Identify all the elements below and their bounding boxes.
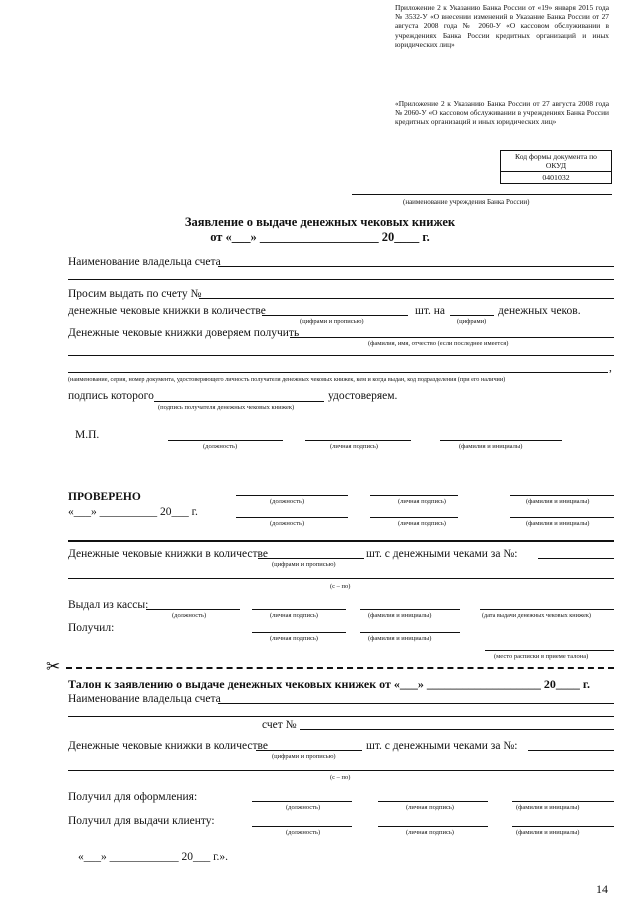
issue-date-line[interactable]: [480, 609, 614, 610]
checked-position-line-2[interactable]: [236, 517, 348, 518]
processing-signature-line[interactable]: [378, 801, 488, 802]
processing-caption-signature: (личная подпись): [406, 804, 454, 811]
document-comma: ,: [609, 362, 612, 374]
checked-signature-line-2[interactable]: [370, 517, 458, 518]
received-processing-label: Получил для оформления:: [68, 791, 198, 803]
cheques-label: денежных чеков.: [498, 305, 581, 317]
books-label: денежные чековые книжки в количестве: [68, 305, 266, 317]
cashier-label: Выдал из кассы:: [68, 599, 149, 611]
client-signature-line[interactable]: [378, 826, 488, 827]
caption-digits: (цифрами): [457, 318, 487, 325]
institution-line: [352, 194, 612, 195]
checked-caption-position-2: (должность): [270, 520, 305, 527]
document-line[interactable]: [68, 372, 608, 373]
issuance-pcs-with: шт. с денежными чеками за №:: [366, 548, 518, 560]
coupon-owner-label: Наименование владельца счета: [68, 693, 221, 705]
client-caption-signature: (личная подпись): [406, 829, 454, 836]
cut-line: [66, 667, 614, 669]
coupon-count-line[interactable]: [256, 750, 362, 751]
coupon-date: «___» ____________ 20___ г.».: [78, 851, 229, 863]
checked-position-line-1[interactable]: [236, 495, 348, 496]
stamp-place-label: М.П.: [75, 429, 100, 441]
client-caption-position: (должность): [286, 829, 321, 836]
owner-line-1[interactable]: [218, 266, 614, 267]
checked-caption-signature-1: (личная подпись): [398, 498, 446, 505]
cashier-signature-line[interactable]: [252, 609, 346, 610]
issuance-count-line[interactable]: [258, 558, 364, 559]
received-caption-name: (фамилия и инициалы): [368, 635, 432, 642]
cashier-name-line[interactable]: [360, 609, 460, 610]
processing-name-line[interactable]: [512, 801, 614, 802]
section-divider: [68, 540, 614, 542]
processing-position-line[interactable]: [252, 801, 352, 802]
processing-caption-position: (должность): [286, 804, 321, 811]
caption-document: (наименование, серия, номер документа, удостоверяющего личность получателя денежных чековых книжек, кем и когда выдан, код подразделения (при его наличии): [68, 376, 506, 383]
issuance-books-label: Денежные чековые книжки в количестве: [68, 548, 268, 560]
caption-position: (должность): [203, 443, 238, 450]
mp-name-line[interactable]: [440, 440, 562, 441]
cashier-position-line[interactable]: [146, 609, 240, 610]
coupon-account-label: счет №: [262, 719, 297, 731]
checked-date: «___» __________ 20___ г.: [68, 506, 198, 518]
coupon-numbers-line-2[interactable]: [68, 770, 614, 771]
cheques-count-line[interactable]: [450, 315, 494, 316]
coupon-books-label: Денежные чековые книжки в количестве: [68, 740, 268, 752]
received-client-label: Получил для выдачи клиенту:: [68, 815, 215, 827]
received-label: Получил:: [68, 622, 115, 634]
received-caption-signature: (личная подпись): [270, 635, 318, 642]
coupon-owner-line[interactable]: [218, 703, 614, 704]
checked-caption-name-2: (фамилия и инициалы): [526, 520, 590, 527]
issue-label: Просим выдать по счету №: [68, 288, 202, 300]
caption-amount: (цифрами и прописью): [300, 318, 364, 325]
checked-caption-signature-2: (личная подпись): [398, 520, 446, 527]
appendix-original-text: «Приложение 2 к Указанию Банка России от 27 августа 2008 года № 2060-У «О кассовом обслуживании в учреждениях Банка России кредитных организаций и иных юридических лиц»: [395, 99, 609, 127]
client-position-line[interactable]: [252, 826, 352, 827]
caption-name: (фамилия и инициалы): [459, 443, 523, 450]
coupon-numbers-line-1[interactable]: [528, 750, 614, 751]
checked-name-line-1[interactable]: [510, 495, 614, 496]
receipt-place-line[interactable]: [485, 650, 614, 651]
mp-signature-line[interactable]: [305, 440, 411, 441]
checked-signature-line-1[interactable]: [370, 495, 458, 496]
coupon-caption-amount: (цифрами и прописью): [272, 753, 336, 760]
cashier-caption-signature: (личная подпись): [270, 612, 318, 619]
okud-label: Код формы документа по ОКУД: [515, 152, 597, 170]
checked-name-line-2[interactable]: [510, 517, 614, 518]
issuance-caption-amount: (цифрами и прописью): [272, 561, 336, 568]
caption-recipient-signature: (подпись получателя денежных чековых книжек): [158, 404, 295, 411]
processing-caption-name: (фамилия и инициалы): [516, 804, 580, 811]
trust-name-line[interactable]: [290, 337, 614, 338]
issuance-numbers-line-1[interactable]: [538, 558, 614, 559]
trust-extra-line[interactable]: [68, 355, 614, 356]
cashier-caption-position: (должность): [172, 612, 207, 619]
coupon-account-line[interactable]: [300, 729, 614, 730]
caption-issue-date: (дата выдачи денежных чековых книжек): [482, 612, 591, 619]
checked-caption-position-1: (должность): [270, 498, 305, 505]
certify-label: удостоверяем.: [328, 390, 398, 402]
checked-caption-name-1: (фамилия и инициалы): [526, 498, 590, 505]
account-line[interactable]: [199, 298, 614, 299]
received-name-line[interactable]: [360, 632, 460, 633]
title-date: от «___» ___________________ 20____ г.: [210, 230, 430, 244]
caption-receipt-place: (место расписки в приеме талона): [494, 653, 589, 660]
pcs-on-label: шт. на: [415, 305, 446, 317]
recipient-signature-line[interactable]: [154, 401, 324, 402]
coupon-owner-line-2[interactable]: [68, 716, 614, 717]
okud-box: [500, 150, 612, 184]
issuance-caption-range: (с – по): [330, 583, 351, 590]
coupon-pcs-with: шт. с денежными чеками за №:: [366, 740, 518, 752]
received-signature-line[interactable]: [252, 632, 346, 633]
coupon-caption-range: (с – по): [330, 774, 351, 781]
issuance-numbers-line-2[interactable]: [68, 578, 614, 579]
cashier-caption-name: (фамилия и инициалы): [368, 612, 432, 619]
page-title: Заявление о выдаче денежных чековых книжек: [184, 215, 456, 229]
appendix-amendment-text: Приложение 2 к Указанию Банка России от «19» января 2015 года № 3532-У «О внесении изменений в Указание Банка России от 27 августа 2008 года № 2060-У «О кассовом обслуживании в учреждениях Банка России кредитных организаций и иных юридических лиц»: [395, 3, 609, 49]
okud-code: 0401032: [542, 173, 570, 182]
scissors-icon: ✂: [46, 657, 61, 677]
checked-label: ПРОВЕРЕНО: [68, 491, 141, 503]
books-count-line[interactable]: [262, 315, 408, 316]
client-caption-name: (фамилия и инициалы): [516, 829, 580, 836]
client-name-line[interactable]: [512, 826, 614, 827]
mp-position-line[interactable]: [168, 440, 283, 441]
owner-line-2[interactable]: [68, 279, 614, 280]
signature-of-label: подпись которого: [68, 390, 154, 402]
trust-label: Денежные чековые книжки доверяем получить: [68, 327, 300, 339]
caption-fio: (фамилия, имя, отчество (если последнее имеется): [368, 340, 509, 347]
page-number: 14: [596, 882, 608, 896]
caption-signature: (личная подпись): [330, 443, 378, 450]
institution-caption: (наименование учреждения Банка России): [403, 198, 530, 206]
coupon-title: Талон к заявлению о выдаче денежных чековых книжек от «___» ___________________ 20____ г.: [68, 677, 590, 691]
owner-label: Наименование владельца счета: [68, 256, 221, 268]
